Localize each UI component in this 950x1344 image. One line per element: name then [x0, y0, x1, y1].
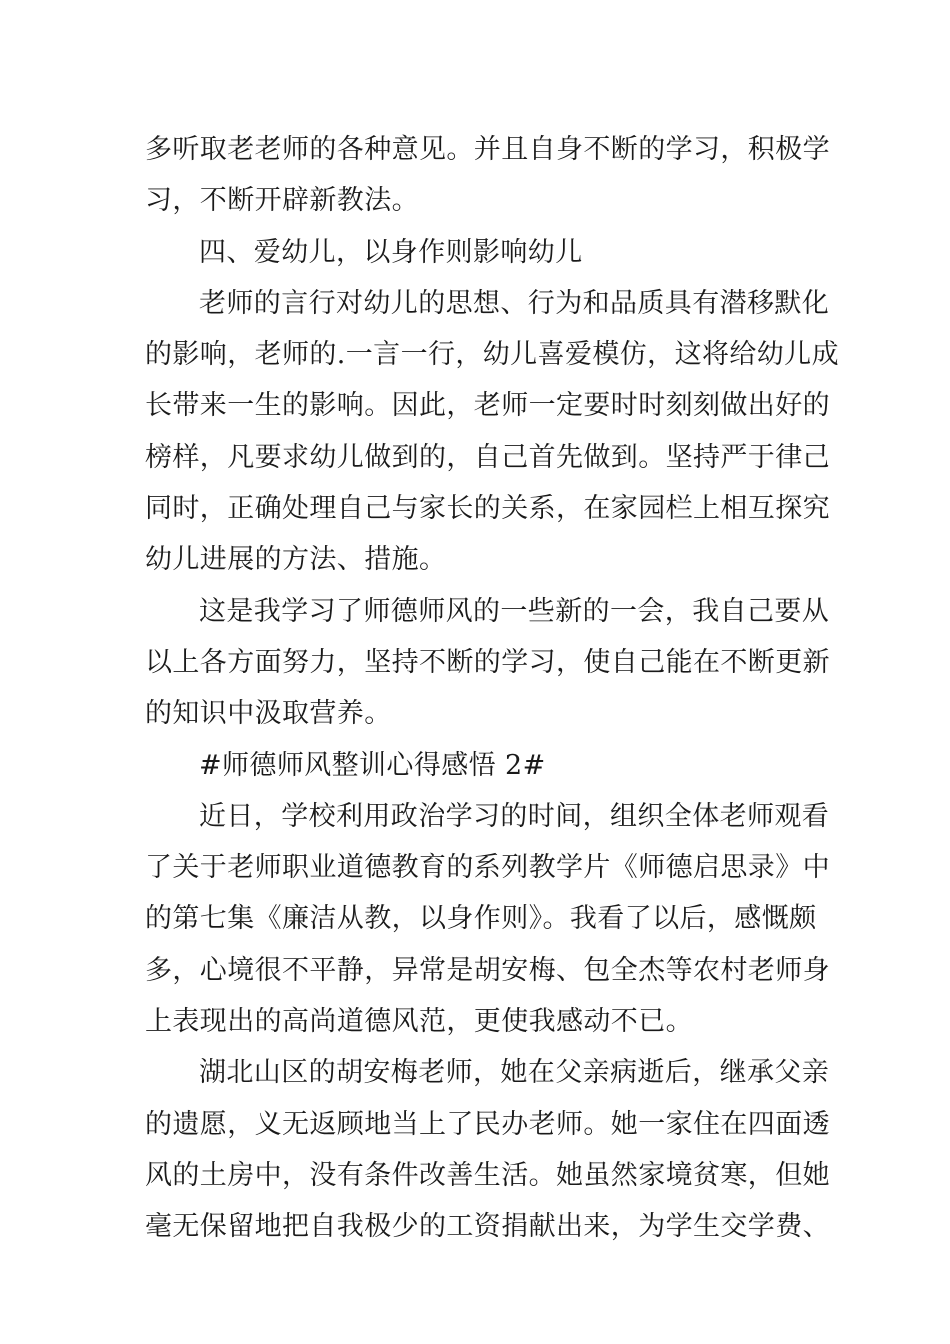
text-line: 了关于老师职业道德教育的系列教学片《师德启思录》中 [145, 852, 830, 884]
text-line: 幼儿进展的方法、措施。 [145, 544, 447, 576]
text-line: 毫无保留地把自我极少的工资捐献出来，为学生交学费、 [145, 1211, 830, 1243]
paragraph [145, 1047, 830, 1252]
text-line: 湖北山区的胡安梅老师，她在父亲病逝后，继承父亲 [199, 1057, 830, 1089]
text-line: 老师的言行对幼儿的思想、行为和品质具有潜移默化 [199, 287, 830, 319]
text-line: 四、爱幼儿，以身作则影响幼儿 [199, 236, 583, 268]
text-line: 长带来一生的影响。因此，老师一定要时时刻刻做出好的 [145, 390, 830, 422]
text-line: 榜样，凡要求幼儿做到的，自己首先做到。坚持严于律己 [145, 441, 830, 473]
paragraph [145, 227, 810, 278]
text-line: 的第七集《廉洁从教，以身作则》。我看了以后，感慨颇 [145, 903, 817, 935]
paragraph [145, 586, 830, 740]
text-line: 以上各方面努力，坚持不断的学习，使自己能在不断更新 [145, 646, 830, 678]
text-line: 这是我学习了师德师风的一些新的一会，我自己要从 [199, 595, 830, 627]
paragraph [145, 791, 830, 1047]
text-line: 风的土房中，没有条件改善生活。她虽然家境贫寒，但她 [145, 1159, 830, 1191]
text-line: 近日，学校利用政治学习的时间，组织全体老师观看 [199, 800, 830, 832]
text-line: #师德师风整训心得感悟 2# [199, 749, 546, 781]
document-body [145, 124, 839, 1253]
text-line: 的知识中汲取营养。 [145, 698, 392, 730]
text-line: 的遗愿，义无返顾地当上了民办老师。她一家住在四面透 [145, 1108, 830, 1140]
paragraph [145, 740, 810, 791]
text-line: 多听取老老师的各种意见。并且自身不断的学习，积极学 [145, 134, 830, 165]
text-line: 习，不断开辟新教法。 [145, 185, 419, 217]
paragraph [145, 124, 830, 227]
text-line: 同时，正确处理自己与家长的关系，在家园栏上相互探究 [145, 493, 830, 525]
text-line: 上表现出的高尚道德风范，更使我感动不已。 [145, 1006, 693, 1038]
paragraph [145, 278, 839, 586]
text-line: 多，心境很不平静，异常是胡安梅、包全杰等农村老师身 [145, 954, 830, 986]
text-line: 的影响，老师的.一言一行，幼儿喜爱模仿，这将给幼儿成 [145, 339, 839, 371]
